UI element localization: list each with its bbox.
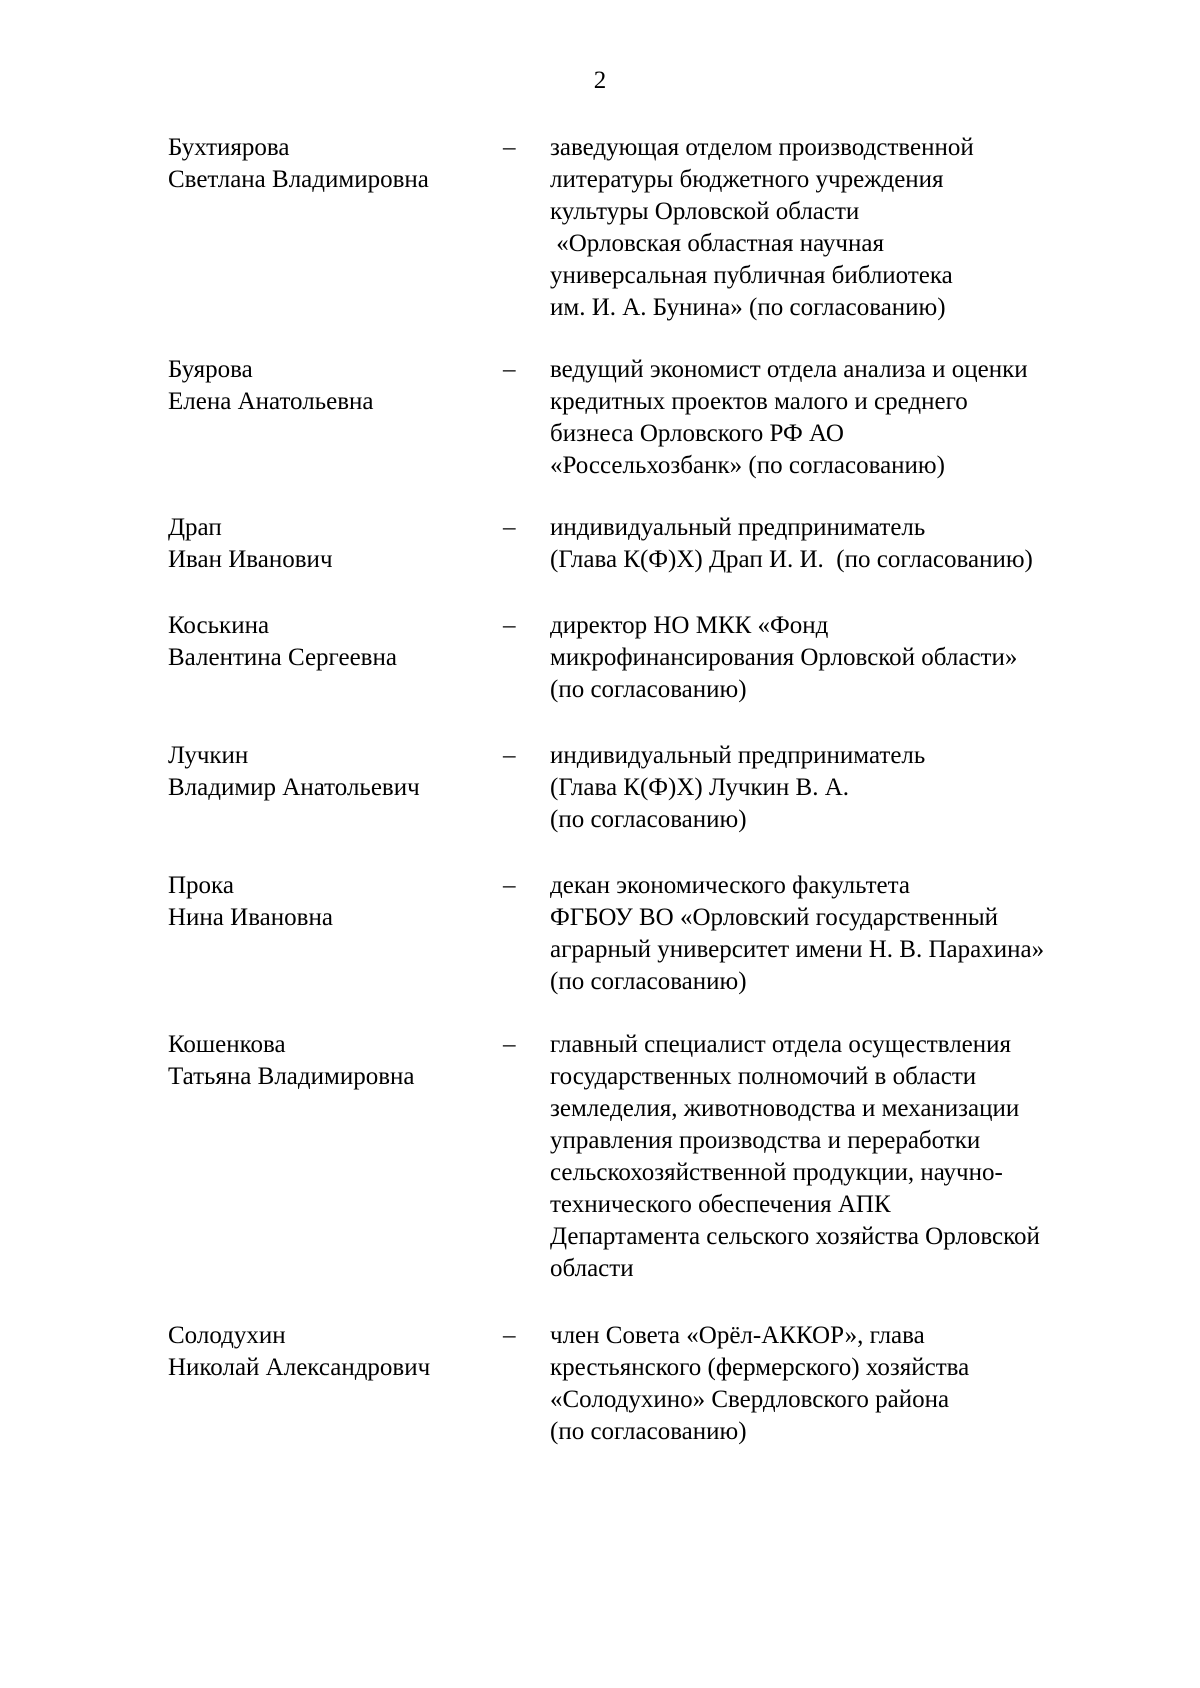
separator-dash: –: [503, 134, 516, 161]
position-line: Департамента сельского хозяйства Орловской: [550, 1223, 1040, 1250]
position-line: им. И. А. Бунина» (по согласованию): [550, 294, 946, 321]
position-line: член Совета «Орёл-АККОР», глава: [550, 1322, 925, 1349]
separator-dash: –: [503, 1031, 516, 1058]
person-name: [168, 1320, 488, 1384]
given-names: Нина Ивановна: [168, 904, 333, 931]
position-line: ФГБОУ ВО «Орловский государственный: [550, 904, 999, 931]
person-name: [168, 132, 488, 196]
given-names: Елена Анатольевна: [168, 388, 374, 415]
given-names: Иван Иванович: [168, 546, 333, 573]
position-line: (по согласованию): [550, 806, 747, 833]
position-line: «Орловская областная научная: [550, 230, 884, 257]
position-line: «Россельхозбанк» (по согласованию): [550, 452, 945, 479]
separator-dash: –: [503, 1322, 516, 1349]
position-line: государственных полномочий в области: [550, 1063, 977, 1090]
person-position: [550, 354, 1120, 482]
position-line: индивидуальный предприниматель: [550, 742, 926, 769]
person-position: [550, 870, 1120, 998]
position-line: бизнеса Орловского РФ АО: [550, 420, 844, 447]
position-line: главный специалист отдела осуществления: [550, 1031, 1012, 1058]
position-line: (по согласованию): [550, 676, 747, 703]
person-position: [550, 1029, 1120, 1285]
separator-dash: –: [503, 612, 516, 639]
page-number: 2: [593, 67, 607, 94]
surname: Солодухин: [168, 1322, 286, 1349]
position-line: технического обеспечения АПК: [550, 1191, 891, 1218]
position-line: крестьянского (фермерского) хозяйства: [550, 1354, 970, 1381]
person-position: [550, 132, 1120, 324]
person-name: [168, 354, 488, 418]
person-name: [168, 610, 488, 674]
position-line: сельскохозяйственной продукции, научно-: [550, 1159, 1003, 1186]
person-position: [550, 610, 1120, 706]
position-line: кредитных проектов малого и среднего: [550, 388, 968, 415]
surname: Буярова: [168, 356, 253, 383]
separator-dash: –: [503, 356, 516, 383]
person-name: [168, 870, 488, 934]
position-line: директор НО МКК «Фонд: [550, 612, 829, 639]
given-names: Валентина Сергеевна: [168, 644, 397, 671]
position-line: управления производства и переработки: [550, 1127, 981, 1154]
position-line: аграрный университет имени Н. В. Парахина»: [550, 936, 1045, 963]
surname: Лучкин: [168, 742, 249, 769]
position-line: заведующая отделом производственной: [550, 134, 974, 161]
surname: Бухтиярова: [168, 134, 290, 161]
position-line: (Глава К(Ф)Х) Лучкин В. А.: [550, 774, 850, 801]
person-name: [168, 740, 488, 804]
position-line: литературы бюджетного учреждения: [550, 166, 944, 193]
person-position: [550, 1320, 1120, 1448]
surname: Коськина: [168, 612, 270, 639]
position-line: (по согласованию): [550, 968, 747, 995]
given-names: Татьяна Владимировна: [168, 1063, 415, 1090]
person-position: [550, 512, 1120, 576]
position-line: универсальная публичная библиотека: [550, 262, 953, 289]
position-line: микрофинансирования Орловской области»: [550, 644, 1018, 671]
person-name: [168, 1029, 488, 1093]
separator-dash: –: [503, 872, 516, 899]
given-names: Николай Александрович: [168, 1354, 431, 1381]
position-line: (по согласованию): [550, 1418, 747, 1445]
position-line: культуры Орловской области: [550, 198, 860, 225]
position-line: земледелия, животноводства и механизации: [550, 1095, 1020, 1122]
surname: Прока: [168, 872, 234, 899]
person-position: [550, 740, 1120, 836]
position-line: (Глава К(Ф)Х) Драп И. И. (по согласованию): [550, 546, 1033, 573]
position-line: декан экономического факультета: [550, 872, 910, 899]
given-names: Владимир Анатольевич: [168, 774, 420, 801]
position-line: области: [550, 1255, 634, 1282]
position-line: ведущий экономист отдела анализа и оценки: [550, 356, 1028, 383]
surname: Кошенкова: [168, 1031, 286, 1058]
position-line: «Солодухино» Свердловского района: [550, 1386, 950, 1413]
person-name: [168, 512, 488, 576]
separator-dash: –: [503, 742, 516, 769]
given-names: Светлана Владимировна: [168, 166, 429, 193]
separator-dash: –: [503, 514, 516, 541]
surname: Драп: [168, 514, 222, 541]
position-line: индивидуальный предприниматель: [550, 514, 926, 541]
